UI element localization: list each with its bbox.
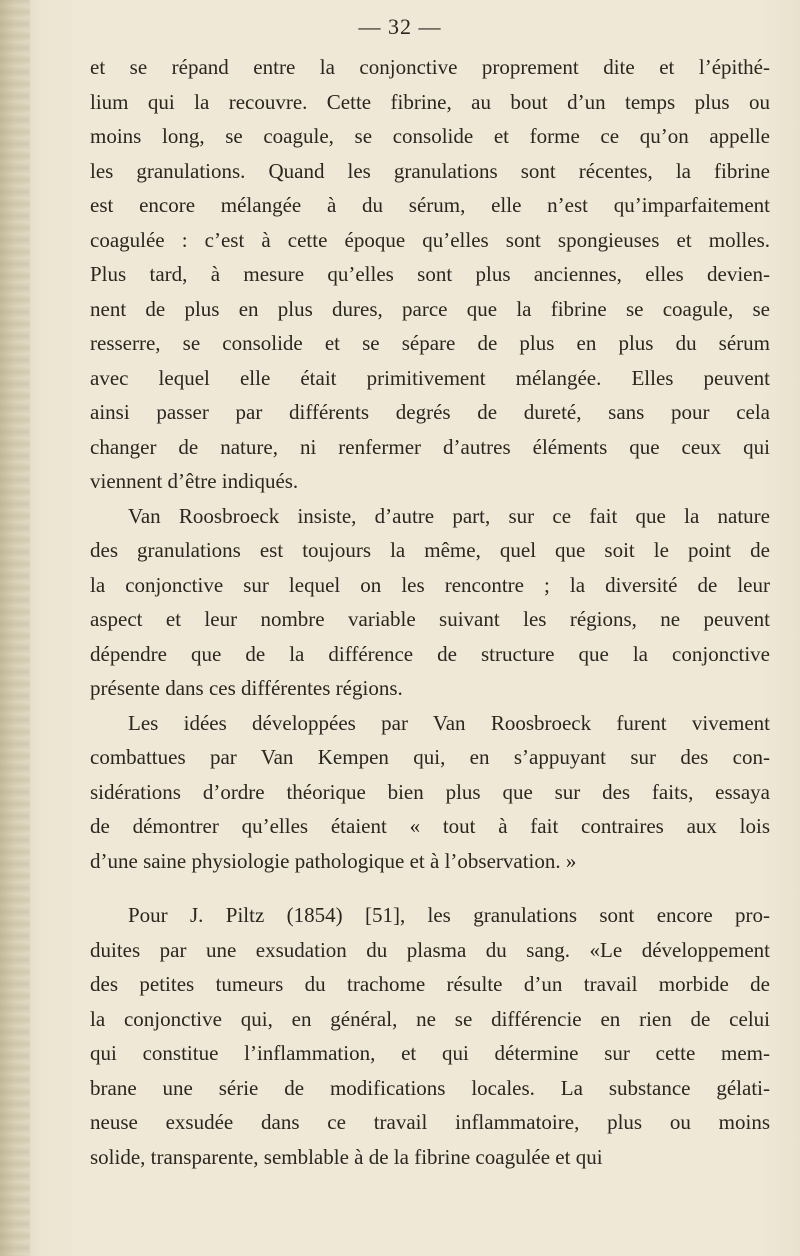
text-line: resserre, se consolide et se sépare de plus en plus du sérum — [90, 331, 770, 355]
text-line: est encore mélangée à du sérum, elle n’est qu’imparfaitement — [90, 193, 770, 217]
text-line: combattues par Van Kempen qui, en s’appuyant sur des con- — [90, 745, 770, 769]
text-line: moins long, se coagule, se consolide et forme ce qu’on appelle — [90, 124, 770, 148]
text-line: Les idées développées par Van Roosbroeck furent vivement — [128, 710, 770, 735]
text-line: des granulations est toujours la même, quel que soit le point de — [90, 538, 770, 562]
text-line: Plus tard, à mesure qu’elles sont plus anciennes, elles devien- — [90, 262, 770, 286]
text-line: qui constitue l’inflammation, et qui détermine sur cette mem- — [90, 1041, 770, 1065]
body-text — [90, 50, 770, 1174]
text-line: dépendre que de la différence de structure que la conjonctive — [90, 641, 770, 666]
text-line: neuse exsudée dans ce travail inflammatoire, plus ou moins — [90, 1110, 770, 1134]
paragraph-gap — [90, 878, 770, 898]
paragraph-4 — [90, 898, 770, 1174]
text-line: lium qui la recouvre. Cette fibrine, au bout d’un temps plus ou — [90, 89, 770, 114]
paragraph-3 — [90, 706, 770, 879]
text-line: présente dans ces différentes régions. — [90, 676, 403, 700]
text-line: solide, transparente, semblable à de la fibrine coagulée et qui — [90, 1144, 603, 1169]
text-line: Pour J. Piltz (1854) [51], les granulations sont encore pro- — [128, 903, 770, 927]
text-line: Van Roosbroeck insiste, d’autre part, sur ce fait que la nature — [128, 503, 770, 528]
text-line: nent de plus en plus dures, parce que la fibrine se coagule, se — [90, 296, 770, 321]
page-number: — 32 — — [358, 14, 442, 39]
text-line: d’une saine physiologie pathologique et à l’observation. » — [90, 848, 577, 873]
text-line: la conjonctive sur lequel on les rencontre ; la diversité de leur — [90, 572, 770, 597]
text-line: et se répand entre la conjonctive proprement dite et l’épithé- — [90, 55, 770, 79]
paragraph-2 — [90, 499, 770, 706]
text-line: duites par une exsudation du plasma du sang. «Le développement — [90, 937, 770, 962]
text-line: aspect et leur nombre variable suivant les régions, ne peuvent — [90, 607, 770, 631]
paragraph-1 — [90, 50, 770, 499]
text-line: la conjonctive qui, en général, ne se différencie en rien de celui — [90, 1006, 770, 1031]
text-line: ainsi passer par différents degrés de dureté, sans pour cela — [90, 400, 770, 424]
text-line: des petites tumeurs du trachome résulte d’un travail morbide de — [90, 972, 770, 996]
text-line: changer de nature, ni renfermer d’autres éléments que ceux qui — [90, 434, 770, 459]
text-line: viennent d’être indiqués. — [90, 469, 299, 493]
text-line: de démontrer qu’elles étaient « tout à fait contraires aux lois — [90, 814, 770, 838]
text-line: avec lequel elle était primitivement mélangée. Elles peuvent — [90, 365, 770, 390]
text-line: les granulations. Quand les granulations sont récentes, la fibrine — [90, 158, 770, 183]
text-line: sidérations d’ordre théorique bien plus que sur des faits, essaya — [90, 779, 770, 804]
text-line: brane une série de modifications locales. La substance gélati- — [90, 1075, 770, 1100]
page-binding-edge — [0, 0, 30, 1256]
text-line: coagulée : c’est à cette époque qu’elles sont spongieuses et molles. — [90, 227, 770, 252]
